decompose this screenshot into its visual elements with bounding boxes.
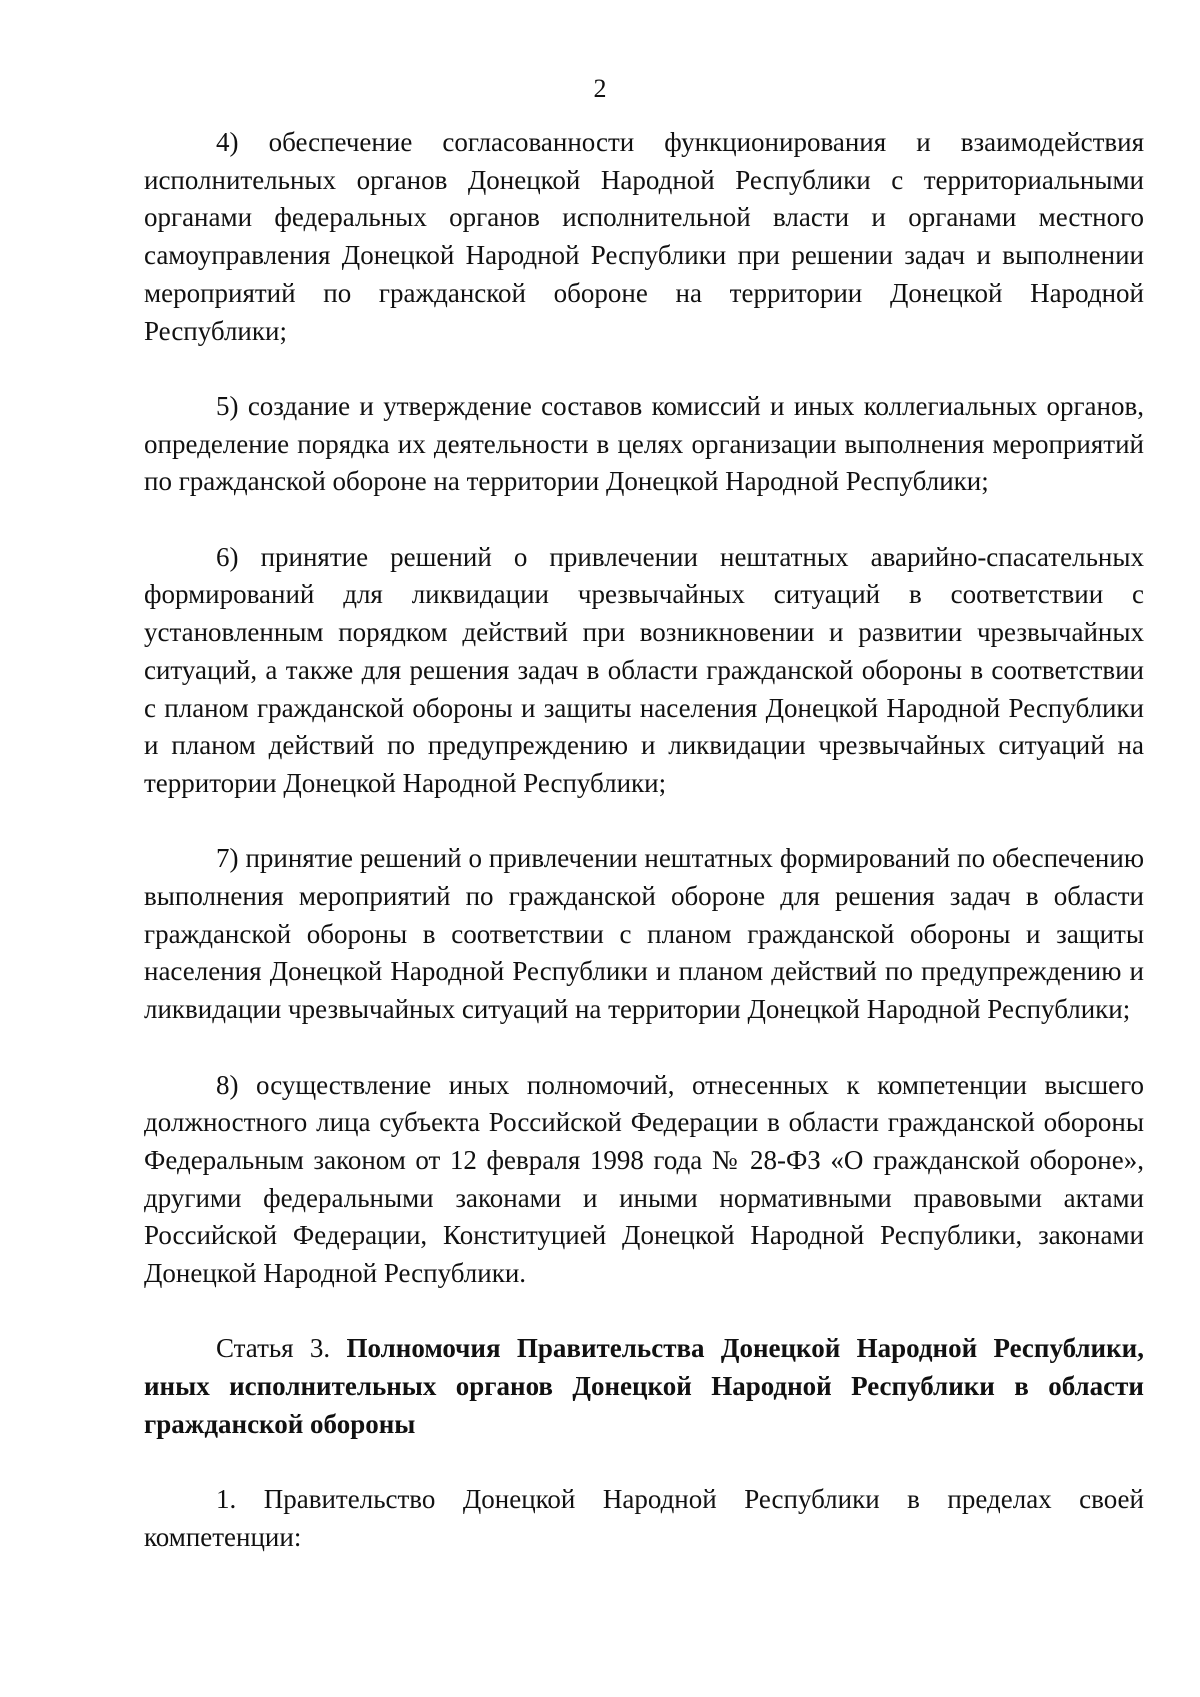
paragraph-item-8: 8) осуществление иных полномочий, отнесенных к компетенции высшего должностного лица субъекта Российской Федерации в области гражданской обороны Федеральным законом от 12 февраля 1998 года № 28-ФЗ «О гражданской обороне», другими федеральными законами и иными нормативными правовыми актами Российской Федерации, Конституцией Донецкой Народной Республики, законами Донецкой Народной Республики. xyxy=(144,1069,1144,1289)
document-body xyxy=(144,124,1144,1557)
paragraph-article-3-item-1: 1. Правительство Донецкой Народной Республики в пределах своей компетенции: xyxy=(144,1484,1144,1552)
paragraph-item-5: 5) создание и утверждение составов комиссий и иных коллегиальных органов, определение порядка их деятельности в целях организации выполнения мероприятий по гражданской обороне на территории Донецкой Народной Республики; xyxy=(144,390,1144,497)
paragraph-item-6: 6) принятие решений о привлечении нештатных аварийно-спасательных формирований для ликвидации чрезвычайных ситуаций в соответствии с установленным порядком действий при возникновении и развитии чрезвычайных ситуаций, а также для решения задач в области гражданской обороны в соответствии с планом гражданской обороны и защиты населения Донецкой Народной Республики и планом действий по предупреждению и ликвидации чрезвычайных ситуаций на территории Донецкой Народной Республики; xyxy=(144,541,1144,798)
paragraph-item-4: 4) обеспечение согласованности функционирования и взаимодействия исполнительных органов Донецкой Народной Республики с территориальными органами федеральных органов исполнительной власти и органами местного самоуправления Донецкой Народной Республики при решении задач и выполнении мероприятий по гражданской обороне на территории Донецкой Народной Республики; xyxy=(144,127,1144,346)
article-heading xyxy=(144,1330,1144,1443)
article-title: Полномочия Правительства Донецкой Народной Республики, иных исполнительных органов Донецкой Народной Республики в области гражданской обороны xyxy=(144,1333,1144,1439)
page-number: 2 xyxy=(593,74,607,103)
article-label: Статья 3. xyxy=(216,1333,331,1364)
paragraph-item-7: 7) принятие решений о привлечении нештатных формирований по обеспечению выполнения мероприятий по гражданской обороне для решения задач в области гражданской обороны в соответствии с планом гражданской обороны и защиты населения Донецкой Народной Республики и планом действий по предупреждению и ликвидации чрезвычайных ситуаций на территории Донецкой Народной Республики; xyxy=(144,843,1144,1025)
